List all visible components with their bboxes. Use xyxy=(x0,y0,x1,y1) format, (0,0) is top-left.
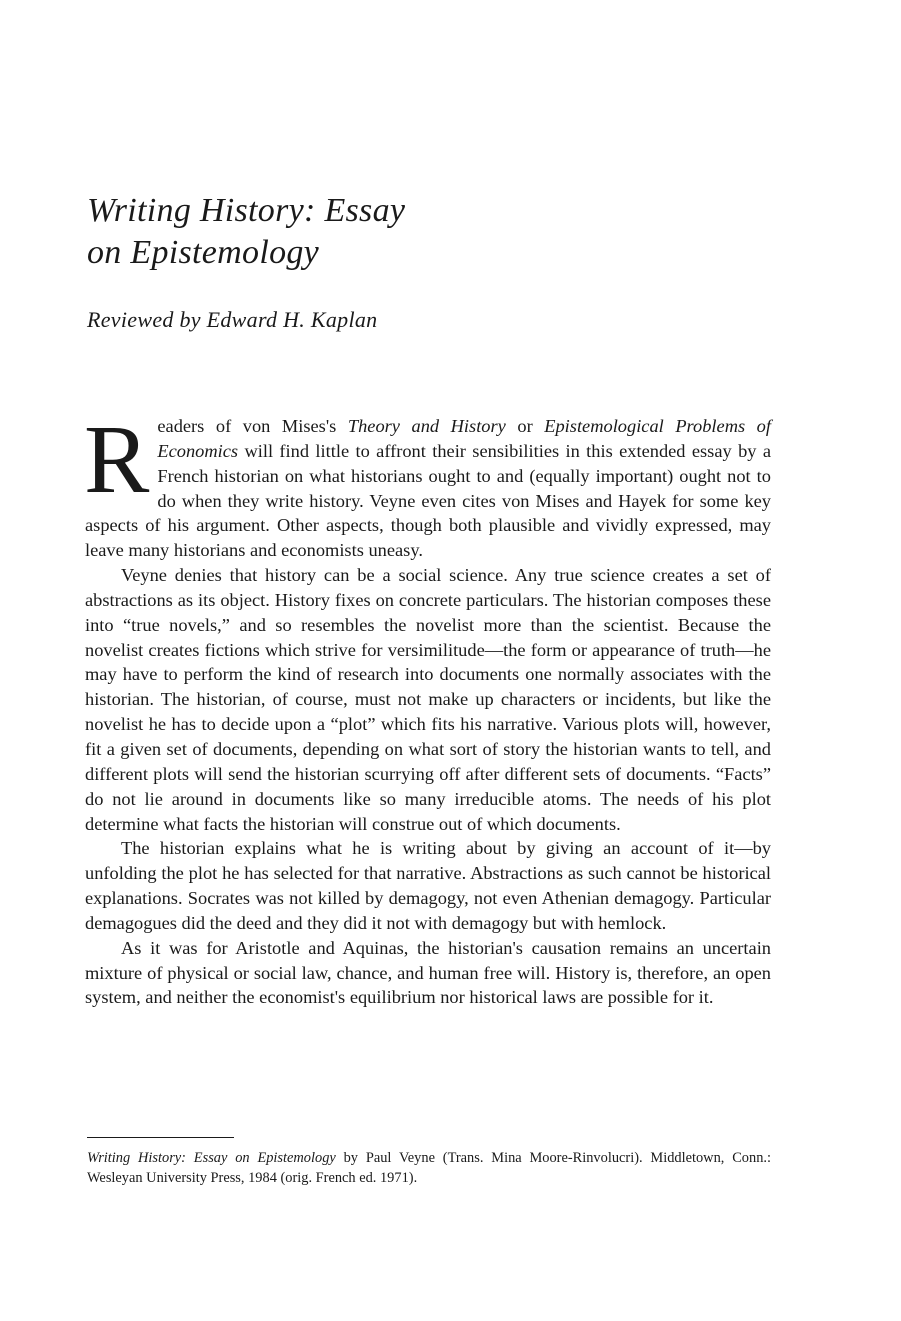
article-title-line-2: on Epistemology xyxy=(87,234,320,271)
paragraph-1-text-e: will find little to affront their sensibilities in this extended essay by a French historian on what historians ought to and (equally important) ought not to do when they write history. Veyne even cites von Mises and Hayek for some key aspects of his argument. Other aspects, though both plausible and vividly expressed, may leave many historians and economists uneasy. xyxy=(85,440,771,561)
footnote xyxy=(87,1148,771,1188)
paragraph-2: Veyne denies that history can be a social science. Any true science creates a set of abstractions as its object. History fixes on concrete particulars. The historian composes these into “true novels,” and so resembles the novelist more than the scientist. Because the novelist creates fictions which strive for versimilitude—the form or appearance of truth—he may have to perform the kind of research into documents one normally associates with the historian. The historian, of course, must not make up characters or incidents, but like the novelist he has to decide upon a “plot” which fits his narrative. Various plots will, however, fit a given set of documents, depending on what sort of story the historian wants to tell, and different plots will send the historian scurrying off after different sets of documents. “Facts” do not lie around in documents like so many irreducible atoms. The needs of his plot determine what facts the historian will construe out of which documents. xyxy=(85,565,771,834)
footnote-book-title: Writing History: Essay on Epistemology xyxy=(87,1150,336,1166)
paragraph-1-text-c: or xyxy=(505,416,545,436)
reviewer-byline: Reviewed by Edward H. Kaplan xyxy=(87,307,378,332)
paragraph-4: As it was for Aristotle and Aquinas, the historian's causation remains an uncertain mixture of physical or social law, chance, and human free will. History is, therefore, an open system, and neither the economist's equilibrium nor historical laws are possible for it. xyxy=(85,937,771,1008)
article-body xyxy=(84,406,771,1010)
footnote-details: by Paul Veyne (Trans. Mina Moore-Rinvolucri). Middletown, Conn.: Wesleyan University Press, 1984 (orig. French ed. 1971). xyxy=(87,1150,771,1186)
book-title-epistemological-problems: Epistemological Problems of Economics xyxy=(157,416,771,461)
drop-cap: R xyxy=(84,406,150,514)
footnote-divider xyxy=(87,1137,234,1138)
book-title-theory-and-history: Theory and History xyxy=(347,416,506,436)
paragraph-3: The historian explains what he is writing about by giving an account of it—by unfolding the plot he has selected for that narrative. Abstractions as such cannot be historical explanations. Socrates was not killed by demagogy, not even Athenian demagogy. Particular demagogues did the deed and they did it not with demagogy but with hemlock. xyxy=(85,838,771,933)
article-title xyxy=(87,190,405,274)
article-title-line-1: Writing History: Essay xyxy=(87,192,406,229)
paragraph-1-text-a: eaders of von Mises's xyxy=(157,416,348,436)
paragraph-1 xyxy=(84,406,771,563)
